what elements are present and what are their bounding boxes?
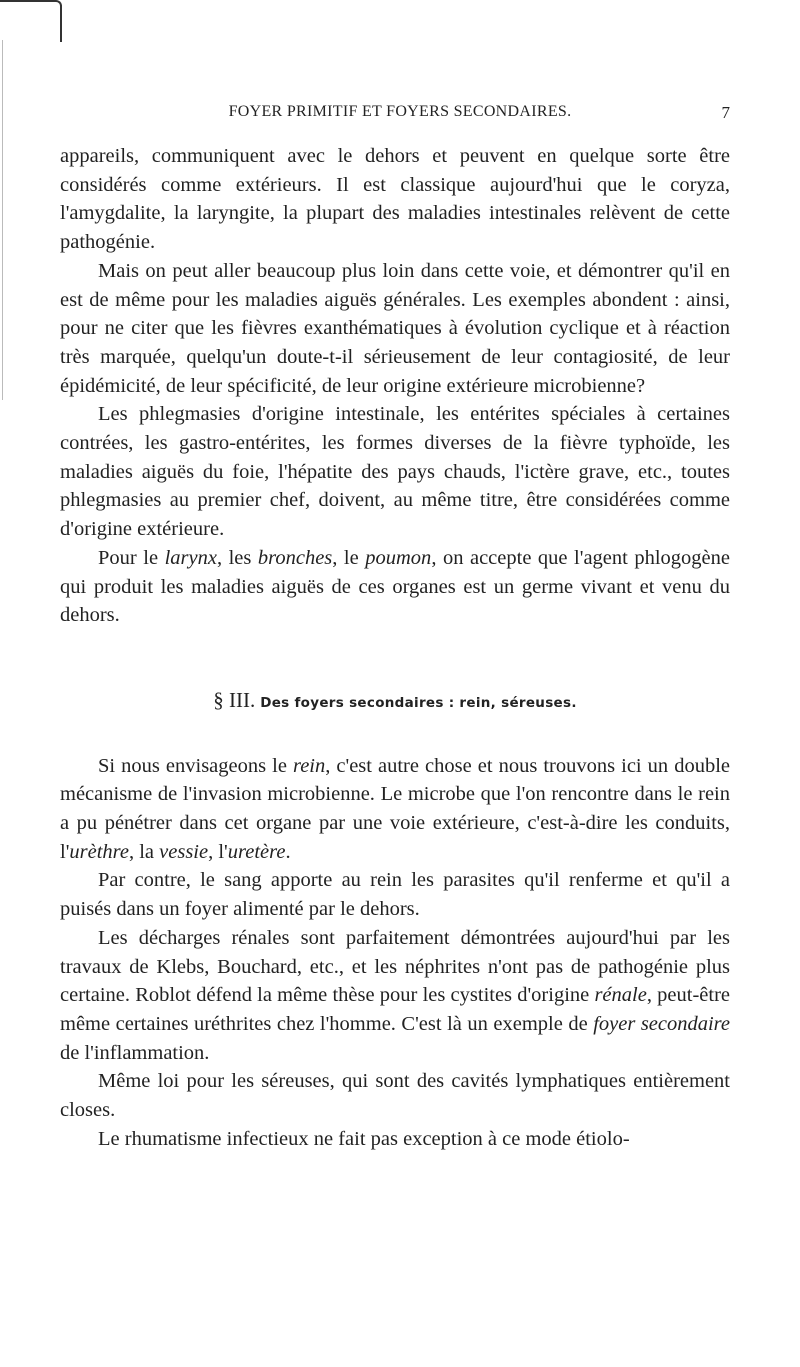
- paragraph: [60, 924, 730, 1068]
- section-heading: [60, 686, 730, 718]
- paragraph: Mais on peut aller beaucoup plus loin dans cette voie, et démontrer qu'il en est de même pour les maladies aiguës générales. Les exemples abondent : ainsi, pour ne citer que les fièvres exanthématiques à évolution cyclique et à réaction très marquée, quelqu'un doute-t-il sérieusement de leur contagiosité, de leur épidémicité, de leur spécificité, de leur origine extérieure microbienne?: [60, 259, 730, 397]
- italic-term: uretère: [227, 840, 286, 863]
- text-run: de l'inflammation.: [60, 1041, 210, 1064]
- section-number: § III.: [213, 687, 256, 712]
- paragraph: Par contre, le sang apporte au rein les parasites qu'il renferme et qu'il a puisés dans un foyer alimenté par le dehors.: [60, 869, 730, 921]
- paragraph: Les phlegmasies d'origine intestinale, les entérites spéciales à certaines contrées, les gastro-entérites, les formes diverses de la fièvre typhoïde, les maladies aiguës du foie, l'hépatite des pays chauds, l'ictère grave, etc., toutes phlegmasies au premier chef, doivent, au même titre, être considérées comme d'origine extérieure.: [60, 403, 730, 541]
- paragraph: [60, 752, 730, 867]
- page-number: 7: [721, 103, 730, 122]
- text-run: Pour le: [98, 546, 165, 569]
- page-header: [60, 103, 740, 127]
- text-run: Les décharges rénales sont parfaitement démontrées aujourd'hui par les travaux de Klebs, Bouchard, etc., et les néphrites n'ont pas de pathogénie plus certaine. Roblot défend la même thèse pour les cystites d'origine: [60, 926, 730, 1007]
- text-run: , la: [128, 840, 160, 863]
- text-run: , c'est autre chose et nous trouvons ici un double mécanisme de l'invasion microbienne. Le microbe que l'on rencontre dans le rein a pu pénétrer dans cet organe par une voie extérieure, c'est-à-dire les conduits, l': [60, 754, 730, 863]
- italic-term: vessie: [159, 840, 209, 863]
- italic-term: rénale: [594, 984, 647, 1007]
- text-run: , l': [208, 840, 228, 863]
- text-run: , le: [332, 546, 366, 569]
- paragraph: appareils, communiquent avec le dehors et peuvent en quelque sorte être considérés comme extérieurs. Il est classique aujourd'hui que le coryza, l'amygdalite, la laryngite, la plupart des maladies intestinales relèvent de cette pathogénie.: [60, 145, 730, 254]
- italic-term: rein: [292, 754, 326, 777]
- text-run: , les: [216, 546, 258, 569]
- page-corner-mark: [0, 0, 62, 42]
- paragraph: Le rhumatisme infectieux ne fait pas exception à ce mode étiolo-: [98, 1127, 630, 1150]
- italic-term: larynx: [164, 546, 217, 569]
- section-title: Des foyers secondaires : rein, séreuses.: [260, 694, 577, 711]
- text-run: Si nous envisageons le: [98, 754, 293, 777]
- text-run: , peut-être même certaines uréthrites chez l'homme. C'est là un exemple de: [60, 984, 730, 1035]
- italic-term: bronches: [257, 546, 333, 569]
- page-edge-line: [2, 40, 3, 400]
- italic-term: poumon: [365, 546, 432, 569]
- running-title: FOYER PRIMITIF ET FOYERS SECONDAIRES.: [228, 103, 572, 120]
- italic-term: foyer secondaire: [593, 1012, 731, 1035]
- text-run: , on accepte que l'agent phlogogène qui produit les maladies aiguës de ces organes est un germe vivant et venu du dehors.: [60, 546, 730, 627]
- body-text: [60, 142, 730, 1154]
- paragraph: Même loi pour les séreuses, qui sont des cavités lymphatiques entièrement closes.: [60, 1070, 730, 1122]
- paragraph: [60, 544, 730, 630]
- italic-term: urèthre: [69, 840, 129, 863]
- text-run: .: [285, 840, 291, 863]
